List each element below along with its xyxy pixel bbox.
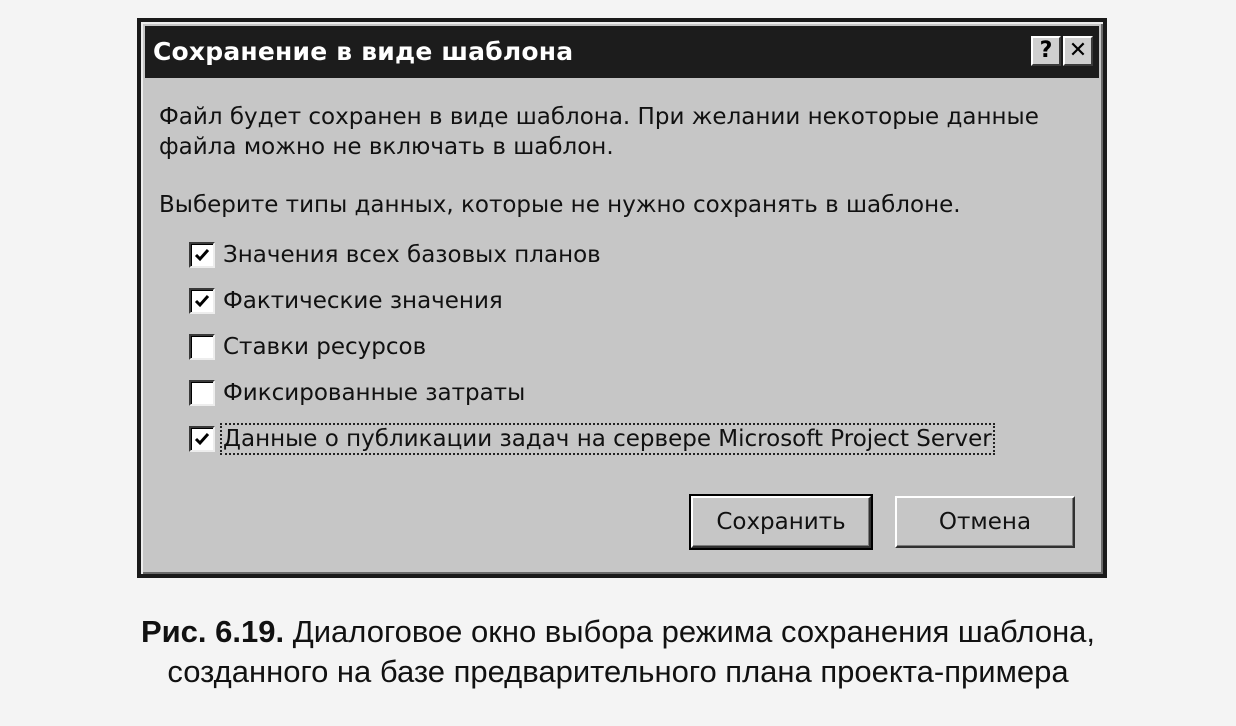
dialog-title: Сохранение в виде шаблона [153, 37, 574, 66]
checkmark-icon [193, 246, 211, 264]
caption-text-2: созданного на базе предварительного плана проекта-примера [167, 654, 1069, 689]
caption-text-1: Диалоговое окно выбора режима сохранения шаблона, [292, 614, 1096, 649]
data-type-options [189, 232, 992, 462]
checkmark-icon [193, 430, 211, 448]
save-button[interactable]: Сохранить [691, 496, 871, 548]
close-button[interactable]: ✕ [1063, 36, 1093, 66]
checkbox[interactable] [189, 334, 215, 360]
checkmark-icon [193, 292, 211, 310]
intro-text: Файл будет сохранен в виде шаблона. При желании некоторые данные файла можно не включать в шаблон. [159, 104, 1039, 160]
title-bar[interactable] [145, 26, 1099, 78]
checkbox[interactable] [189, 288, 215, 314]
option-fixed-costs[interactable] [189, 370, 992, 416]
checkbox[interactable] [189, 380, 215, 406]
caption-line-1 [0, 612, 1236, 652]
caption-label: Рис. 6.19. [140, 614, 285, 649]
option-label: Фактические значения [223, 288, 503, 314]
prompt-text: Выберите типы данных, которые не нужно сохранять в шаблоне. [159, 192, 961, 218]
option-publish-info[interactable] [189, 416, 992, 462]
option-actual-values[interactable] [189, 278, 992, 324]
option-baseline-values[interactable] [189, 232, 992, 278]
save-as-template-dialog [137, 18, 1107, 578]
checkbox[interactable] [189, 426, 215, 452]
option-label: Данные о публикации задач на сервере Microsoft Project Server [223, 426, 992, 452]
help-button[interactable]: ? [1031, 36, 1061, 66]
option-label: Значения всех базовых планов [223, 242, 601, 268]
option-label: Ставки ресурсов [223, 334, 427, 360]
checkbox[interactable] [189, 242, 215, 268]
cancel-button[interactable]: Отмена [895, 496, 1075, 548]
option-label: Фиксированные затраты [223, 380, 526, 406]
dialog-buttons [691, 496, 1075, 548]
figure-caption [0, 612, 1236, 692]
option-resource-rates[interactable] [189, 324, 992, 370]
